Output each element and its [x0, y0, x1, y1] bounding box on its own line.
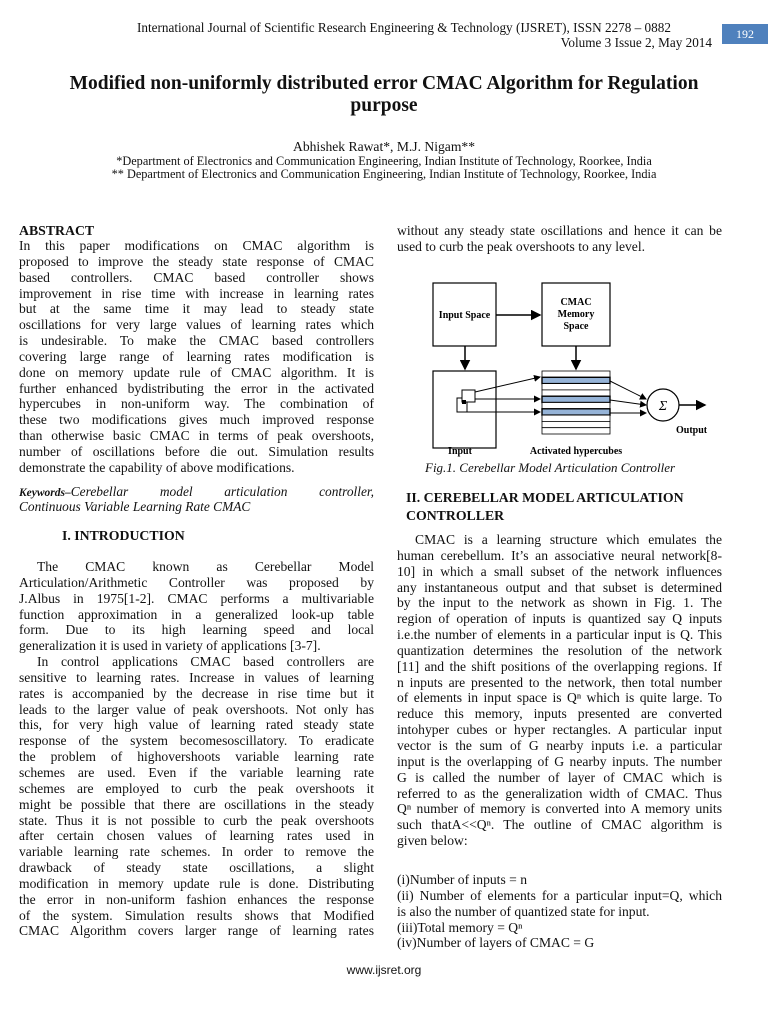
keywords-line-2: Continuous Variable Learning Rate CMAC: [19, 499, 251, 514]
section2-heading-line-1: II. CEREBELLAR MODEL ARTICULATION: [406, 490, 684, 505]
section2-line: vector is the sum of G nearby inputs i.e. a particular: [397, 737, 722, 753]
introduction-line: function approximation in a generalized look-up table: [19, 606, 374, 622]
cmac-label-1: CMAC: [560, 297, 592, 308]
outline-item: (iii)Total memory = Qⁿ: [397, 919, 523, 935]
paper-title-line-2: purpose: [350, 95, 418, 116]
introduction-line: variable learning rate schemes. In order to remove the: [19, 844, 374, 860]
hypercube-row: [542, 415, 610, 421]
introduction-line: form. Due to its high learning speed and local: [19, 622, 374, 638]
section2-line: quantization determines the resolution of the network: [397, 642, 722, 658]
hypercube-row: [542, 421, 610, 427]
section2-heading-line-2: CONTROLLER: [406, 508, 505, 523]
page-number-badge: 192: [722, 24, 768, 44]
abstract-line: In this paper modifications on CMAC algorithm is: [19, 238, 374, 253]
input-space-label: Input Space: [438, 310, 491, 321]
footer-url: www.ijsret.org: [346, 963, 422, 977]
section2-line: human cerebellum. It’s an associative neural network[8-: [397, 547, 722, 563]
introduction-line: sensitive to learning rates. Increase in values of learning: [19, 669, 374, 685]
abstract-line: than otherwise basic CMAC in terms of peak overshoots,: [19, 428, 374, 444]
section2-line: reduce this memory, inputs presented are converted: [397, 706, 722, 722]
abstract-line: these two modifications gives much improved response: [19, 412, 374, 428]
hypercube-row: [542, 384, 610, 390]
introduction-line: this, for very high value of learning rated steady state: [19, 717, 374, 733]
introduction-line: schemes are employed to curb the peak overshoots it: [19, 780, 374, 796]
introduction-line: leads to the larger value of peak overshoots. Not only has: [19, 701, 374, 717]
hypercube-row: [542, 390, 610, 396]
introduction-line: CMAC Algorithm covers larger range of learning rates: [19, 923, 374, 939]
keywords-line-1: [19, 484, 374, 500]
keywords-text: Cerebellar model articulation controller,: [70, 484, 374, 499]
abstract-line: further enhanced bydistributing the error in the activated: [19, 380, 374, 396]
introduction-heading: I. INTRODUCTION: [62, 528, 185, 543]
hypercube-stack: [542, 371, 610, 434]
introduction-line: response of the system becomesoscillatory. To eradicate: [19, 733, 374, 749]
introduction-line: generalization it is used in variety of applications [3-7].: [19, 638, 321, 654]
section2-line: given below:: [397, 833, 468, 849]
abstract-line: done on memory update rule of CMAC algorithm. It is: [19, 364, 374, 380]
section2-line: referred to as the generalization width of CMAC. Thus: [397, 785, 722, 801]
outline-item: (ii) Number of elements for a particular input=Q, which: [397, 887, 722, 903]
cmac-label-2: Memory: [557, 309, 595, 320]
section2-line: of elements in input space is Qⁿ which is quite large. To: [397, 690, 722, 706]
section2-line: Qⁿ number of memory is converted into A memory units: [397, 801, 722, 817]
sigma-icon: Σ: [658, 399, 668, 414]
introduction-line: The CMAC known as Cerebellar Model: [37, 559, 374, 574]
introduction-line: rates is accompanied by the decrease in rise time but it: [19, 685, 374, 701]
figure-caption: Fig.1. Cerebellar Model Articulation Controller: [425, 460, 676, 475]
abstract-line: number of oscillations before die out. Simulation results: [19, 443, 374, 459]
introduction-line: schemes are used. Even if the variable learning rate: [19, 764, 374, 780]
abstract-heading: ABSTRACT: [19, 223, 95, 238]
affiliation-1: *Department of Electronics and Communication Engineering, Indian Institute of Technology, Roorkee, India: [116, 154, 652, 168]
hypercube-row: [542, 403, 610, 409]
introduction-line: Articulation/Arithmetic Controller was proposed by: [19, 574, 374, 590]
section2-line: i.e.the number of elements in a particular input is Q. This: [397, 627, 722, 643]
introduction-line: In control applications CMAC based controllers are: [37, 654, 374, 670]
paragraph-line: without any steady state oscillations and hence it can be: [397, 223, 722, 238]
introduction-line: after certain chosen values of learning rates used in: [19, 828, 374, 844]
hypercube-row: [542, 371, 610, 377]
introduction-line: the error in non-uniform fashion enhances the response: [19, 891, 374, 907]
section2-line: intohyper cubes or hyper rectangles. A particular input: [397, 722, 722, 738]
right-column-continuation: [397, 223, 722, 255]
abstract-line: improvement in rise time with increase in learning rates: [19, 285, 374, 301]
introduction-line: the problem of highovershoots variable learning rate: [19, 749, 374, 765]
outline-item: (i)Number of inputs = n: [397, 872, 527, 887]
introduction-line: of the system. Simulation results shows that Modified: [19, 907, 374, 923]
cmac-label-3: Space: [563, 321, 589, 332]
section2-line: any instantaneous output and that subset is determined: [397, 579, 722, 595]
abstract-line: based controllers. CMAC based controller shows: [19, 269, 374, 285]
section2-line: by the input to the network as shown in Fig. 1. The: [397, 595, 722, 611]
introduction-body: [19, 559, 374, 939]
activated-hypercube-row: [542, 377, 610, 383]
activated-hypercube-row: [542, 409, 610, 415]
input-point: [462, 400, 466, 404]
introduction-line: modification in memory update rule is done. Distributing: [19, 875, 374, 891]
cmac-outline-list: [397, 872, 722, 951]
hypercube-row: [542, 428, 610, 434]
section2-line: [11] and the shift positions of the overlapping regions. If: [397, 658, 722, 674]
output-label: Output: [676, 425, 708, 436]
abstract-line: is undesirable. To make the CMAC based controllers: [19, 333, 374, 349]
cmac-diagram: [400, 270, 730, 460]
volume-info: Volume 3 Issue 2, May 2014: [560, 35, 712, 50]
paragraph-line: used to curb the peak overshoots to any level.: [397, 238, 646, 254]
arrow-to-sum: [610, 400, 646, 405]
activated-hypercubes-label: Activated hypercubes: [529, 446, 623, 457]
abstract-line: covering large range of learning rates modification is: [19, 348, 374, 364]
section2-line: input is the overlapping of G nearby inputs. The number: [397, 753, 722, 769]
section2-body: [397, 532, 722, 849]
introduction-line: state. Thus it is not possible to curb the peak overshoots: [19, 812, 374, 828]
abstract-line: but at the same time it may lead to steady state: [19, 301, 374, 317]
input-label: Input: [448, 446, 472, 457]
paper-title-line-1: Modified non-uniformly distributed error CMAC Algorithm for Regulation: [69, 73, 699, 94]
arrow-to-sum: [610, 381, 646, 399]
section2-line: 10] in which a small subset of the network influences: [397, 563, 722, 579]
introduction-line: might be possible that there are oscillations in the steady: [19, 796, 374, 812]
abstract-line: hypercubes in non-uniform way. The combination of: [19, 396, 374, 412]
section2-line: region of operation of inputs is quantized say Q inputs: [397, 611, 722, 627]
abstract-line: demonstrate the capability of above modifications.: [19, 459, 295, 475]
introduction-line: J.Albus in 1975[1-2]. CMAC performs a multivariable: [19, 590, 374, 606]
abstract-body: [19, 238, 374, 476]
introduction-line: drawback of steady state oscillations, a slight: [19, 860, 374, 876]
outline-item: is also the number of quantized state for input.: [397, 903, 650, 919]
authors: Abhishek Rawat*, M.J. Nigam**: [293, 139, 475, 154]
abstract-line: oscillations for very large values of learning rates which: [19, 317, 374, 333]
section2-line: CMAC is a learning structure which emulates the: [415, 532, 722, 547]
journal-header: International Journal of Scientific Research Engineering & Technology (IJSRET), ISSN 2278 – 0882: [137, 20, 671, 35]
section2-line: G is called the number of layer of CMAC which is: [397, 769, 722, 785]
affiliation-2: ** Department of Electronics and Communication Engineering, Indian Institute of Technology, Roorkee, India: [111, 167, 657, 181]
activated-hypercube-row: [542, 396, 610, 402]
section2-line: n inputs are presented to the network, then total number: [397, 674, 722, 690]
abstract-line: proposed to improve the steady state response of CMAC: [19, 253, 374, 269]
outline-item: (iv)Number of layers of CMAC = G: [397, 935, 595, 951]
keywords-label: Keywords–: [19, 487, 71, 499]
section2-line: such thatA<<Qⁿ. The outline of CMAC algorithm is: [397, 817, 722, 833]
